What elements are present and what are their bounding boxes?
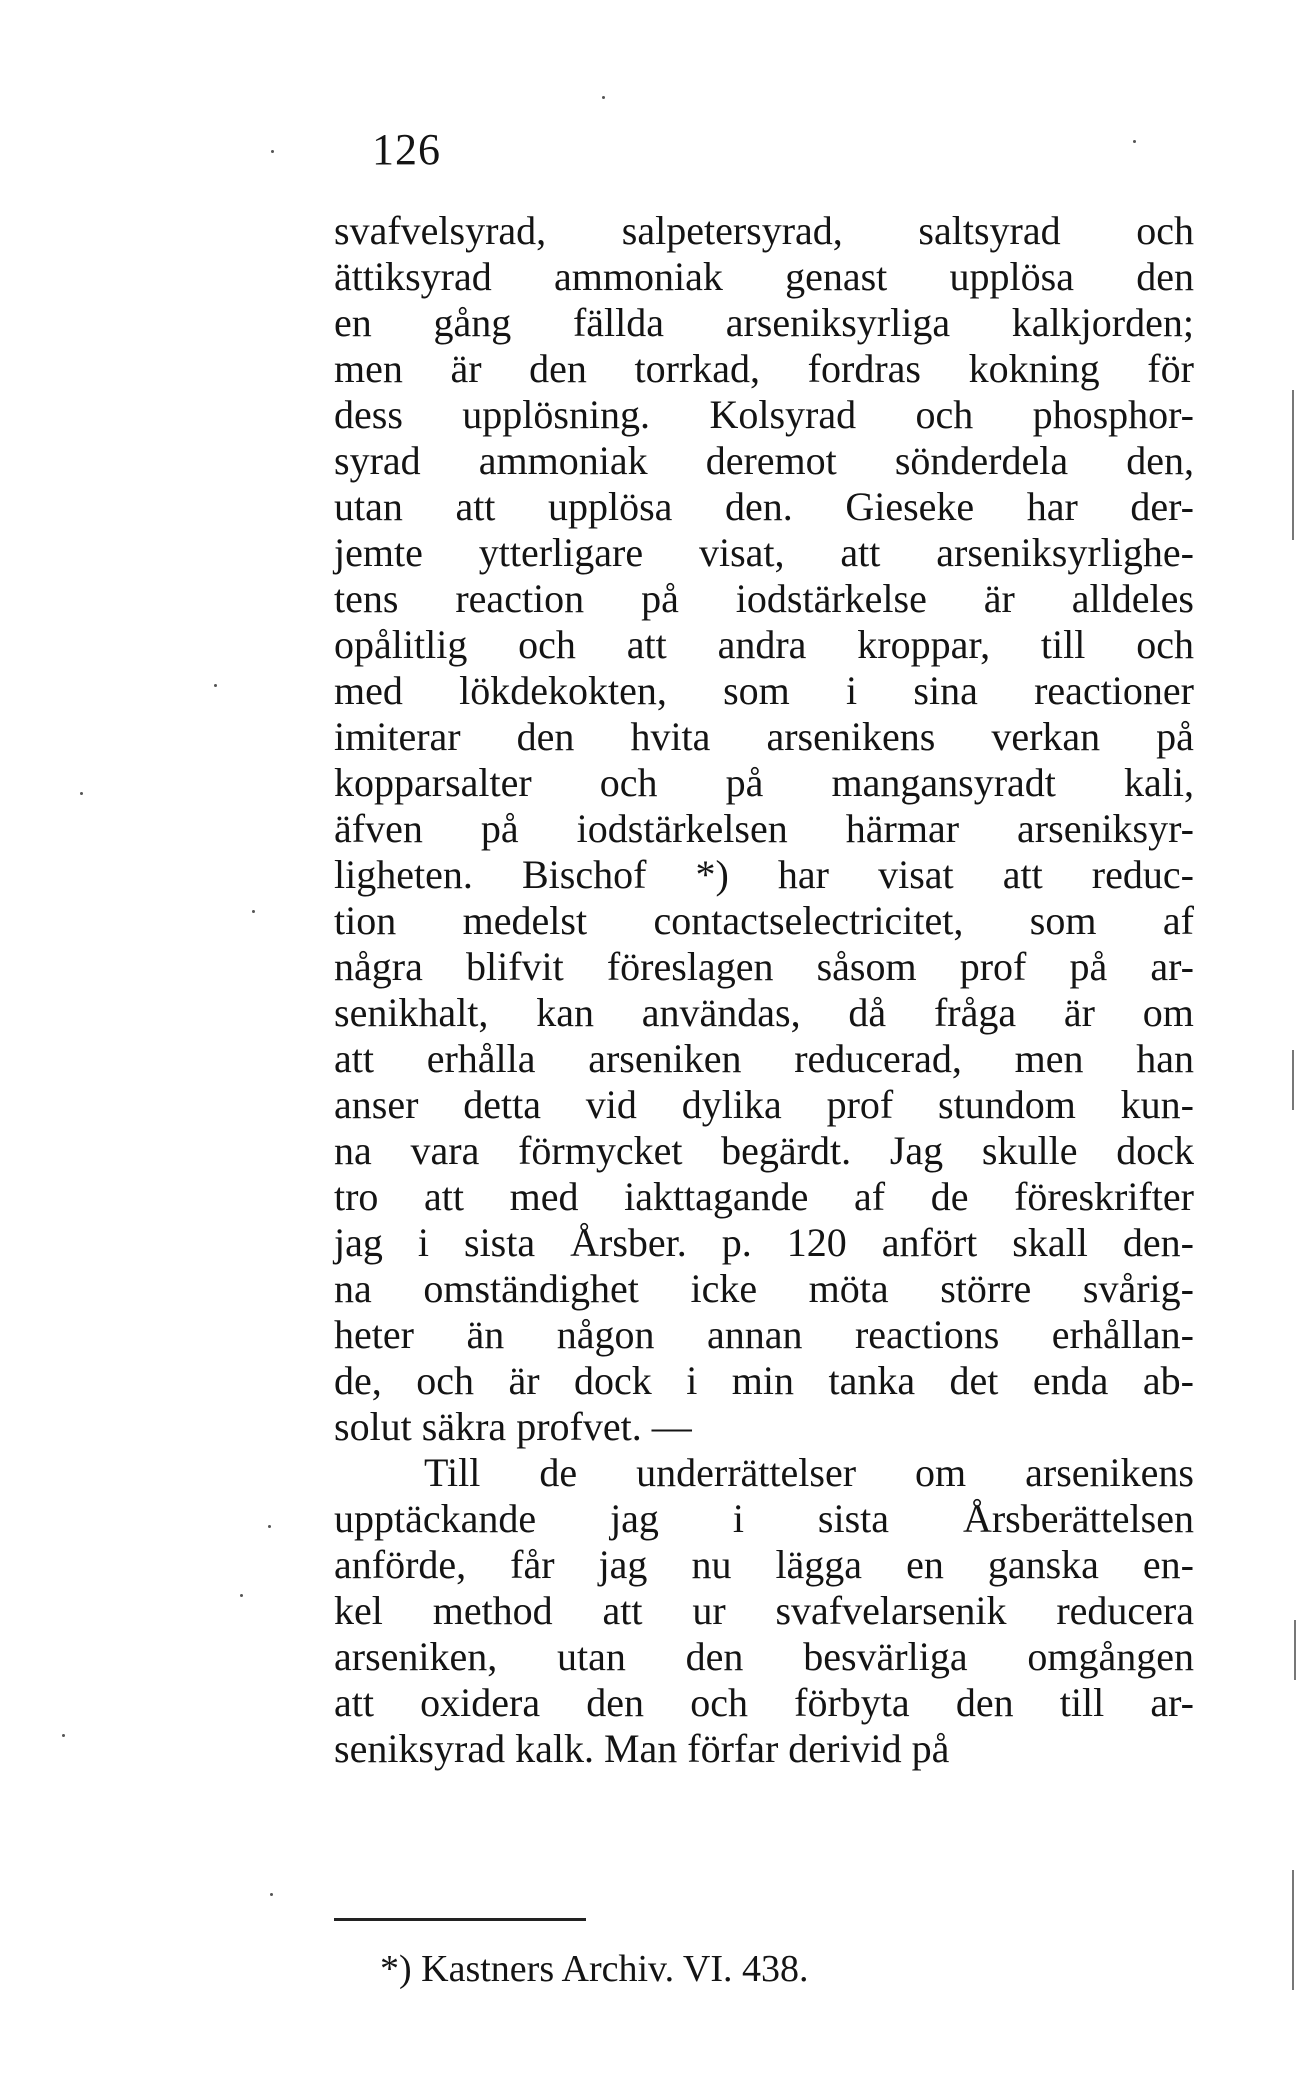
text-line: imiterar den hvita arsenikens verkan på: [334, 714, 1194, 759]
scan-edge-mark: [1292, 390, 1294, 540]
text-line: heter än någon annan reactions erhållan-: [334, 1312, 1194, 1357]
text-line: med lökdekokten, som i sina reactioner: [334, 668, 1194, 713]
text-line: opålitlig och att andra kroppar, till och: [334, 622, 1194, 667]
footnote: *) Kastners Archiv. VI. 438.: [380, 1948, 809, 1990]
text-line: svafvelsyrad, salpetersyrad, saltsyrad och: [334, 208, 1194, 253]
body-text: [334, 208, 1194, 1772]
scan-speck: [214, 684, 217, 687]
text-line: senikhalt, kan användas, då fråga är om: [334, 990, 1194, 1035]
text-line: dess upplösning. Kolsyrad och phosphor-: [334, 392, 1194, 437]
text-line: tro att med iakttagande af de föreskrifter: [334, 1174, 1194, 1219]
text-line: jag i sista Årsber. p. 120 anfört skall den-: [334, 1220, 1194, 1265]
text-line: några blifvit föreslagen såsom prof på ar-: [334, 944, 1194, 989]
text-line: na omständighet icke möta större svårig-: [334, 1266, 1194, 1311]
text-line: en gång fällda arseniksyrliga kalkjorden;: [334, 300, 1194, 345]
text-line: utan att upplösa den. Gieseke har der-: [334, 484, 1194, 529]
scan-speck: [62, 1734, 65, 1737]
text-line: ättiksyrad ammoniak genast upplösa den: [334, 254, 1194, 299]
scan-speck: [240, 1594, 243, 1597]
scan-edge-mark: [1292, 1870, 1294, 1990]
text-line: anser detta vid dylika prof stundom kun-: [334, 1082, 1194, 1127]
text-line: anförde, får jag nu lägga en ganska en-: [334, 1542, 1194, 1587]
text-line: kel method att ur svafvelarsenik reducera: [334, 1588, 1194, 1633]
text-line: de, och är dock i min tanka det enda ab-: [334, 1358, 1194, 1403]
text-line: upptäckande jag i sista Årsberättelsen: [334, 1496, 1194, 1541]
scan-speck: [602, 96, 605, 99]
text-line: äfven på iodstärkelsen härmar arseniksyr-: [334, 806, 1194, 851]
scan-speck: [1133, 140, 1136, 143]
text-line: tion medelst contactselectricitet, som af: [334, 898, 1194, 943]
text-line: seniksyrad kalk. Man förfar derivid på: [334, 1726, 950, 1771]
scan-speck: [271, 150, 274, 153]
scan-speck: [268, 1525, 271, 1528]
text-line: tens reaction på iodstärkelse är alldeles: [334, 576, 1194, 621]
scan-edge-mark: [1294, 1620, 1296, 1680]
footnote-rule: [334, 1918, 586, 1921]
text-line: ligheten. Bischof *) har visat att reduc-: [334, 852, 1194, 897]
text-line: kopparsalter och på mangansyradt kali,: [334, 760, 1194, 805]
text-line: att erhålla arseniken reducerad, men han: [334, 1036, 1194, 1081]
text-line: na vara förmycket begärdt. Jag skulle dock: [334, 1128, 1194, 1173]
text-line: jemte ytterligare visat, att arseniksyrlighe-: [334, 530, 1194, 575]
scan-speck: [270, 1893, 273, 1896]
text-line: att oxidera den och förbyta den till ar-: [334, 1680, 1194, 1725]
text-line: Till de underrättelser om arsenikens: [424, 1450, 1194, 1495]
scan-edge-mark: [1292, 1050, 1294, 1110]
page-number: 126: [372, 125, 441, 174]
text-line: syrad ammoniak deremot sönderdela den,: [334, 438, 1194, 483]
scan-speck: [252, 910, 255, 913]
text-line: men är den torrkad, fordras kokning för: [334, 346, 1194, 391]
scan-speck: [80, 792, 83, 795]
text-line: solut säkra profvet. —: [334, 1404, 692, 1449]
text-line: arseniken, utan den besvärliga omgången: [334, 1634, 1194, 1679]
